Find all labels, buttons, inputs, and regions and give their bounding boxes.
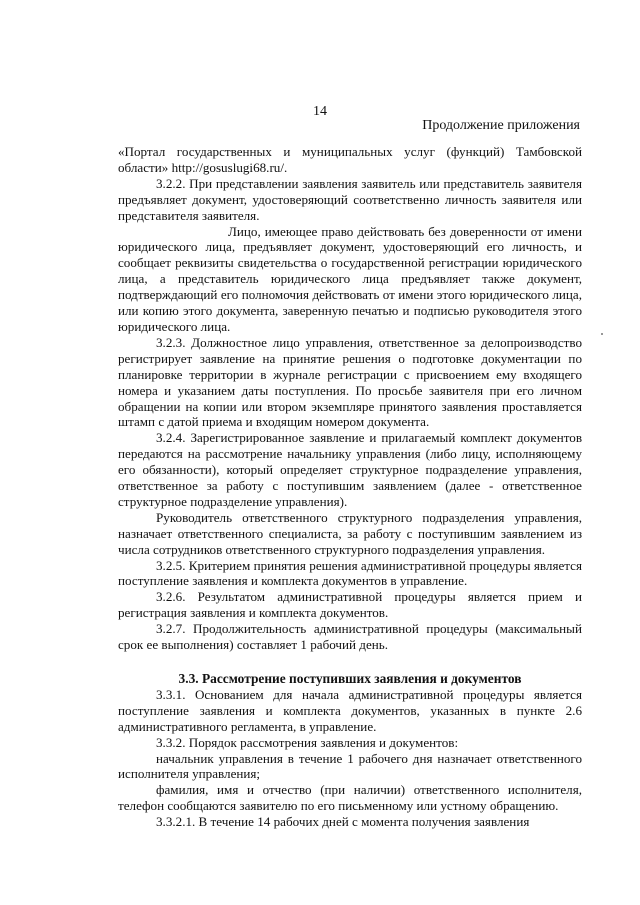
document-body xyxy=(118,144,582,830)
paragraph-head-of-unit: Руководитель ответственного структурного подразделения управления, назначает ответственного специалиста, за работу с поступившим заявлением из числа сотрудников ответственного структурного подразделения управления. xyxy=(118,509,582,557)
paragraph-3-2-5: 3.2.5. Критерием принятия решения административной процедуры является поступление заявления и комплекта документов в управление. xyxy=(118,557,582,589)
paragraph-portal: «Портал государственных и муниципальных услуг (функций) Тамбовской области» http://gosuslugi68.ru/. xyxy=(118,144,582,175)
paragraph-3-3-2-1: 3.3.2.1. В течение 14 рабочих дней с момента получения заявления xyxy=(156,814,530,830)
scan-speck xyxy=(601,333,603,335)
page-number: 14 xyxy=(313,104,327,119)
section-heading: 3.3. Рассмотрение поступивших заявления и документов xyxy=(178,671,522,686)
paragraph-3-2-3: 3.2.3. Должностное лицо управления, ответственное за делопроизводство регистрирует заявление на принятие решения о подготовке документации по планировке территории в журнале регистрации с присвоением ему входящего номера и указанием даты поступления. По просьбе заявителя при его личном обращении на копии или втором экземпляре принятого заявления проставляется штамп с датой приема и входящим номером документа. xyxy=(118,334,582,430)
paragraph-3-3-2: 3.3.2. Порядок рассмотрения заявления и документов: xyxy=(156,734,459,750)
paragraph-appoint-executor: начальник управления в течение 1 рабочего дня назначает ответственного исполнителя управления; xyxy=(118,750,582,782)
paragraph-3-2-6: 3.2.6. Результатом административной процедуры является прием и регистрация заявления и комплекта документов. xyxy=(118,589,582,621)
paragraph-executor-contact: фамилия, имя и отчество (при наличии) ответственного исполнителя, телефон сообщаются заявителю по его письменному или устному обращению. xyxy=(118,782,582,814)
section-gap xyxy=(118,653,582,671)
paragraph-3-3-1: 3.3.1. Основанием для начала административной процедуры является поступление заявления и комплекта документов, указанных в пункте 2.6 административного регламента, в управление. xyxy=(118,686,582,734)
continuation-note: Продолжение приложения xyxy=(422,118,580,133)
paragraph-3-2-2: 3.2.2. При представлении заявления заявитель или представитель заявителя предъявляет документ, удостоверяющий соответственно личность заявителя или представителя заявителя. xyxy=(118,175,582,223)
paragraph-3-2-4: 3.2.4. Зарегистрированное заявление и прилагаемый комплект документов передаются на рассмотрение начальнику управления (либо лицу, исполняющему его обязанности), который определяет структурное подразделение управления, ответственное за работу с поступившим заявлением (далее - ответственное структурное подразделение управления). xyxy=(118,430,582,509)
paragraph-3-2-7: 3.2.7. Продолжительность административной процедуры (максимальный срок ее выполнения) составляет 1 рабочий день. xyxy=(118,621,582,653)
paragraph-legal-entity: Лицо, имеющее право действовать без доверенности от имени юридического лица, предъявляет документ, удостоверяющий его личность, и сообщает реквизиты свидетельства о государственной регистрации юридического лица, а представитель юридического лица предъявляет также документ, подтверждающий его полномочия действовать от имени этого юридического лица, или копию этого документа, заверенную печатью и подписью руководителя этого юридического лица. xyxy=(118,223,582,334)
